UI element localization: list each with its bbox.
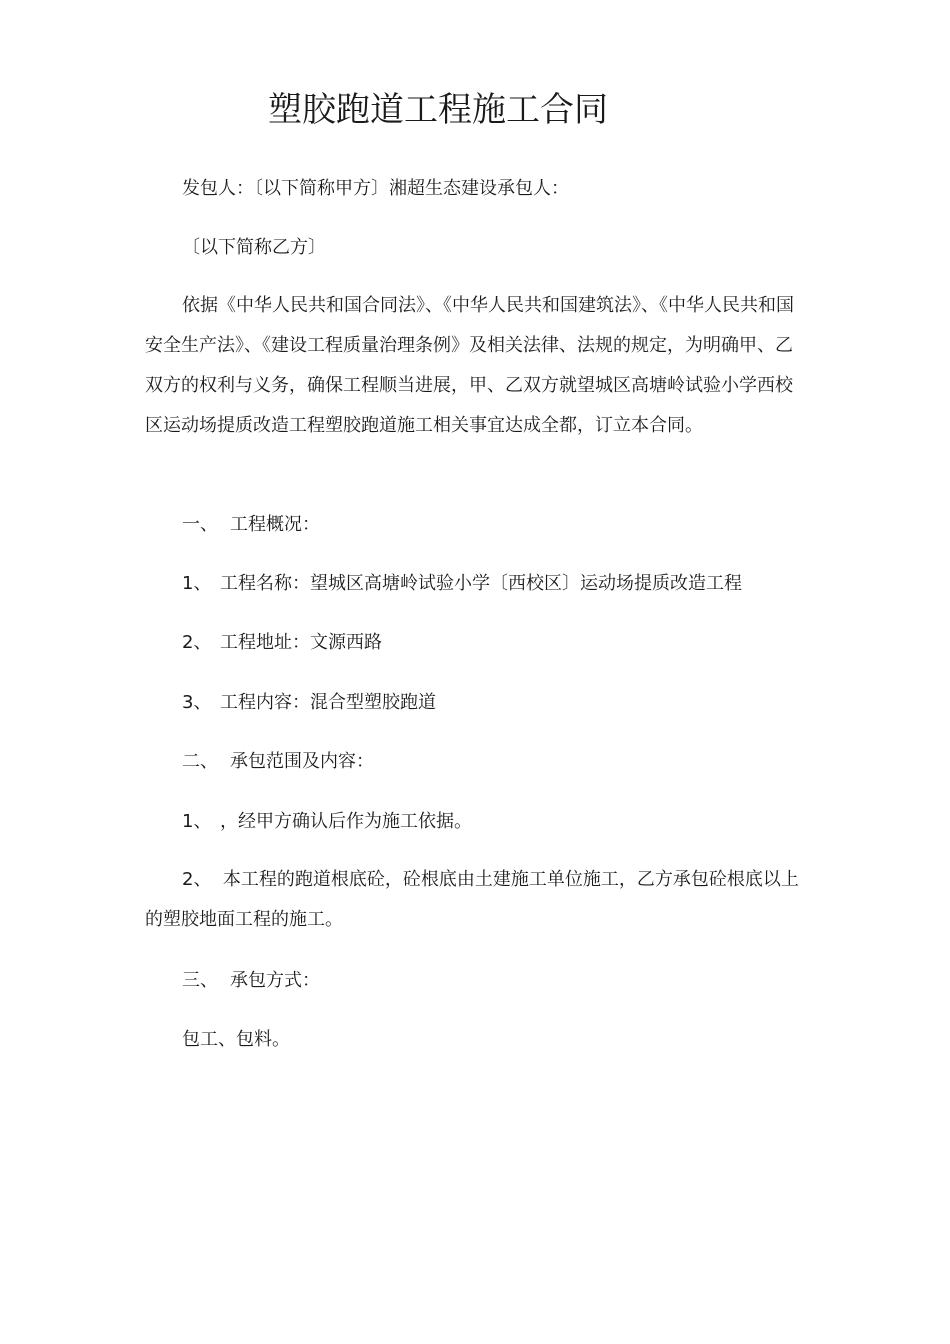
- section-1-heading: [182, 512, 320, 538]
- section-2-title: 承包范围及内容：: [230, 751, 374, 772]
- item-number: 2、: [182, 632, 212, 653]
- preamble-paragraph: 依据《中华人民共和国合同法》、《中华人民共和国建筑法》、《中华人民共和国安全生产法》、《建设工程质量治理条例》及相关法律、法规的规定，为明确甲、乙双方的权利与义务，确保工程顺当进展，甲、乙双方就望城区高塘岭试验小学西校区运动场提质改造工程塑胶跑道施工相关事宜达成全都，订立本合同。: [145, 295, 794, 436]
- section-3-heading: [182, 968, 320, 994]
- item-number: 2、: [182, 869, 212, 890]
- document-title: 塑胶跑道工程施工合同: [268, 90, 608, 130]
- section-2-number: 二、: [182, 751, 218, 772]
- list-item: [182, 571, 742, 597]
- section-3-title: 承包方式：: [230, 970, 320, 991]
- party-b-line: 〔以下简称乙方〕: [182, 237, 326, 258]
- section-2-heading: [182, 749, 374, 775]
- item-text: 工程名称：望城区高塘岭试验小学〔西校区〕运动场提质改造工程: [220, 573, 742, 594]
- item-number: 3、: [182, 692, 212, 713]
- item-number: 1、: [182, 573, 212, 594]
- section-1-title: 工程概况：: [230, 514, 320, 535]
- list-item: [182, 630, 382, 656]
- list-item: [182, 809, 472, 835]
- list-item-paragraph: [145, 860, 810, 940]
- item-text: 本工程的跑道根底砼，砼根底由土建施工单位施工，乙方承包砼根底以上的塑胶地面工程的施工。: [145, 869, 799, 930]
- item-number: 1、: [182, 811, 212, 832]
- section-3-body: 包工、包料。: [182, 1029, 290, 1050]
- section-3-number: 三、: [182, 970, 218, 991]
- item-text: 工程地址：文源西路: [220, 632, 382, 653]
- section-1-number: 一、: [182, 514, 218, 535]
- party-a-line: 发包人：〔以下简称甲方〕湘超生态建设承包人：: [182, 178, 569, 199]
- item-text: ，经甲方确认后作为施工依据。: [220, 811, 472, 832]
- list-item: [182, 690, 436, 716]
- item-text: 工程内容：混合型塑胶跑道: [220, 692, 436, 713]
